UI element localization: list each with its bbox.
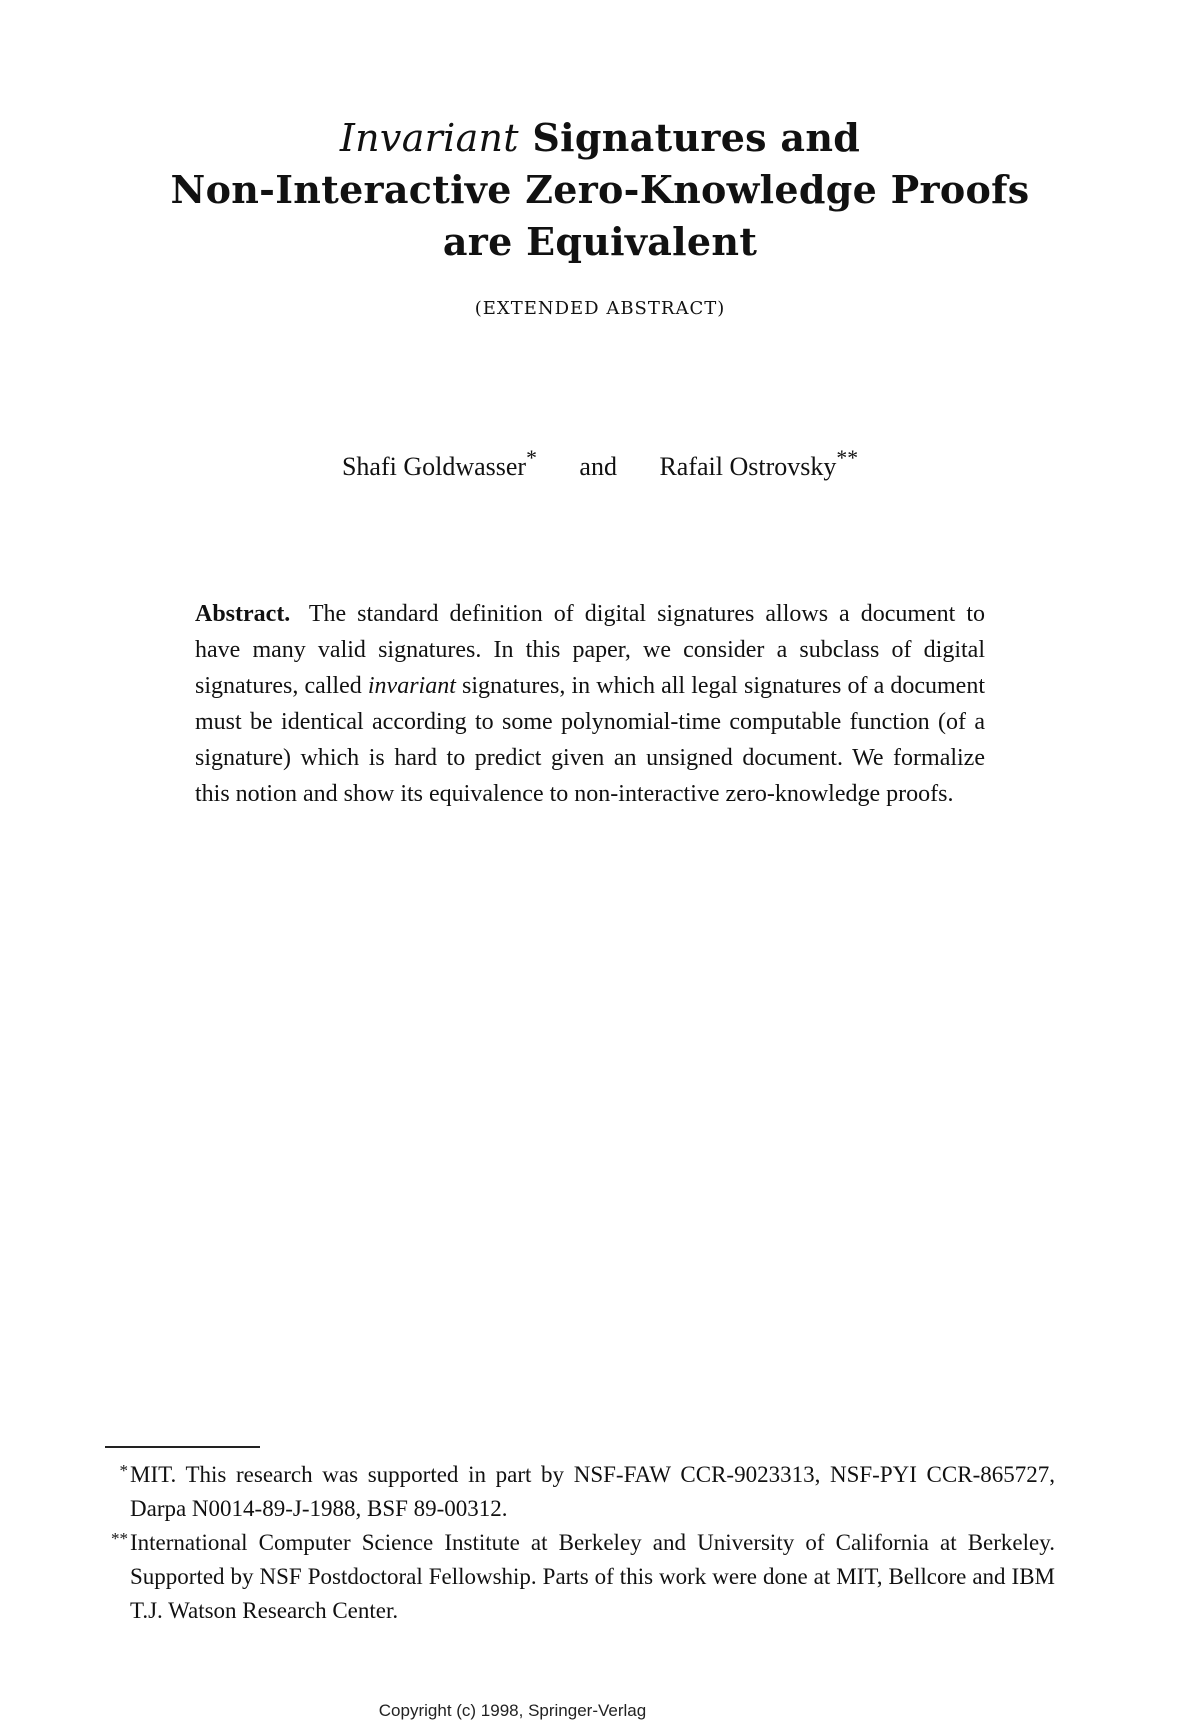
abstract-text-after: signatures, in which all legal signatures of a document must be identical according to some polynomial-time computable function (of a signature) which is hard to predict given an unsigned document. We formalize this notion and show its equivalence to non-interactive zero-knowledge proofs. <box>195 673 986 807</box>
author-2-mark: ** <box>836 446 859 470</box>
title-line-3: are Equivalent <box>442 219 758 264</box>
title-line-1 <box>0 112 1200 164</box>
author-list <box>0 446 1200 482</box>
author-1-mark: * <box>526 446 537 470</box>
paper-title <box>0 112 1200 268</box>
footnote-1-text: MIT. This research was supported in part by NSF-FAW CCR-9023313, NSF-PYI CCR-865727, Darpa N0014-89-J-1988, BSF 89-00312. <box>130 1462 1055 1521</box>
copyright-notice: Copyright (c) 1998, Springer-Verlag <box>378 1701 647 1720</box>
footnote-1 <box>100 1458 1055 1526</box>
abstract-label: Abstract. <box>195 601 291 627</box>
footnote-2-text: International Computer Science Institute at Berkeley and University of California at Berkeley. Supported by NSF Postdoctoral Fellowship. Parts of this work were done at MIT, Bellcore and IBM T.J. Watson Research Center. <box>130 1530 1055 1623</box>
footnotes <box>100 1458 1055 1628</box>
footnote-1-mark: * <box>119 1461 128 1480</box>
author-1 <box>342 446 537 482</box>
title-italic-word: Invariant <box>339 116 519 160</box>
title-line-1-rest: Signatures and <box>532 115 861 160</box>
abstract-italic-term: invariant <box>367 673 456 699</box>
footnote-2 <box>100 1526 1055 1628</box>
author-2-name: Rafail Ostrovsky <box>659 451 837 481</box>
footnote-2-mark: ** <box>111 1529 128 1548</box>
abstract-paragraph <box>195 596 985 812</box>
paper-subtitle: (EXTENDED ABSTRACT) <box>474 298 726 319</box>
author-2 <box>659 446 858 482</box>
title-line-2: Non-Interactive Zero-Knowledge Proofs <box>170 167 1030 212</box>
footnote-divider <box>105 1446 260 1448</box>
author-1-name: Shafi Goldwasser <box>341 451 527 481</box>
abstract-text-before: The standard definition of digital signatures allows a document to have many valid signatures. In this paper, we consider a subclass of digital signatures, called <box>195 601 985 699</box>
author-conjunction: and <box>579 451 617 481</box>
